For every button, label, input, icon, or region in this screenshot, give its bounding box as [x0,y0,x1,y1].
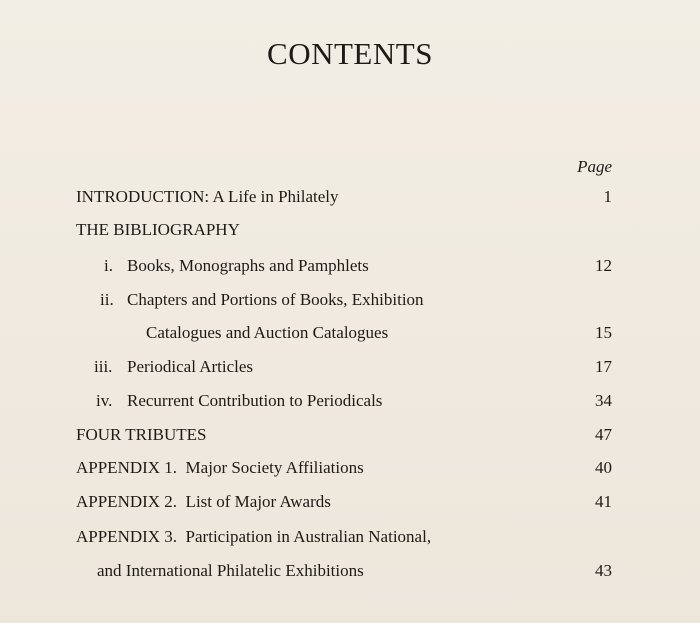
page-column-label: Page [577,157,612,176]
toc-entry-page: 34 [595,391,612,410]
toc-entry-page: 17 [595,357,612,376]
toc-entry-page: 12 [595,256,612,275]
toc-entry-page: 43 [595,561,612,580]
toc-entry-text: and International Philatelic Exhibitions [97,561,364,580]
page-title: CONTENTS [267,36,433,71]
toc-entry-text: APPENDIX 2. List of Major Awards [76,492,331,511]
toc-entry-page: 15 [595,323,612,342]
toc-entry-text: Books, Monographs and Pamphlets [127,256,369,275]
toc-entry-page: 41 [595,492,612,511]
toc-entry-numeral: ii. [100,290,114,309]
toc-entry-page: 1 [603,187,612,206]
toc-entry-text: Periodical Articles [127,357,254,376]
toc-entry-numeral: i. [104,256,113,275]
toc-entry-numeral: iv. [96,391,113,410]
toc-entry-text: FOUR TRIBUTES [76,425,207,444]
toc-entry-page: 47 [595,425,612,444]
toc-entry-text: Catalogues and Auction Catalogues [146,323,389,342]
toc-entry-text: APPENDIX 3. Participation in Australian National, [76,527,432,546]
toc-entry-numeral: iii. [94,357,113,376]
toc-entry-text: INTRODUCTION: A Life in Philately [76,187,339,206]
toc-entry-text: Recurrent Contribution to Periodicals [127,391,383,410]
toc-entry-text: APPENDIX 1. Major Society Affiliations [76,458,364,477]
toc-entry-page: 40 [595,458,612,477]
toc-entry-text: Chapters and Portions of Books, Exhibition [127,290,424,309]
toc-entry-text: THE BIBLIOGRAPHY [76,220,240,239]
